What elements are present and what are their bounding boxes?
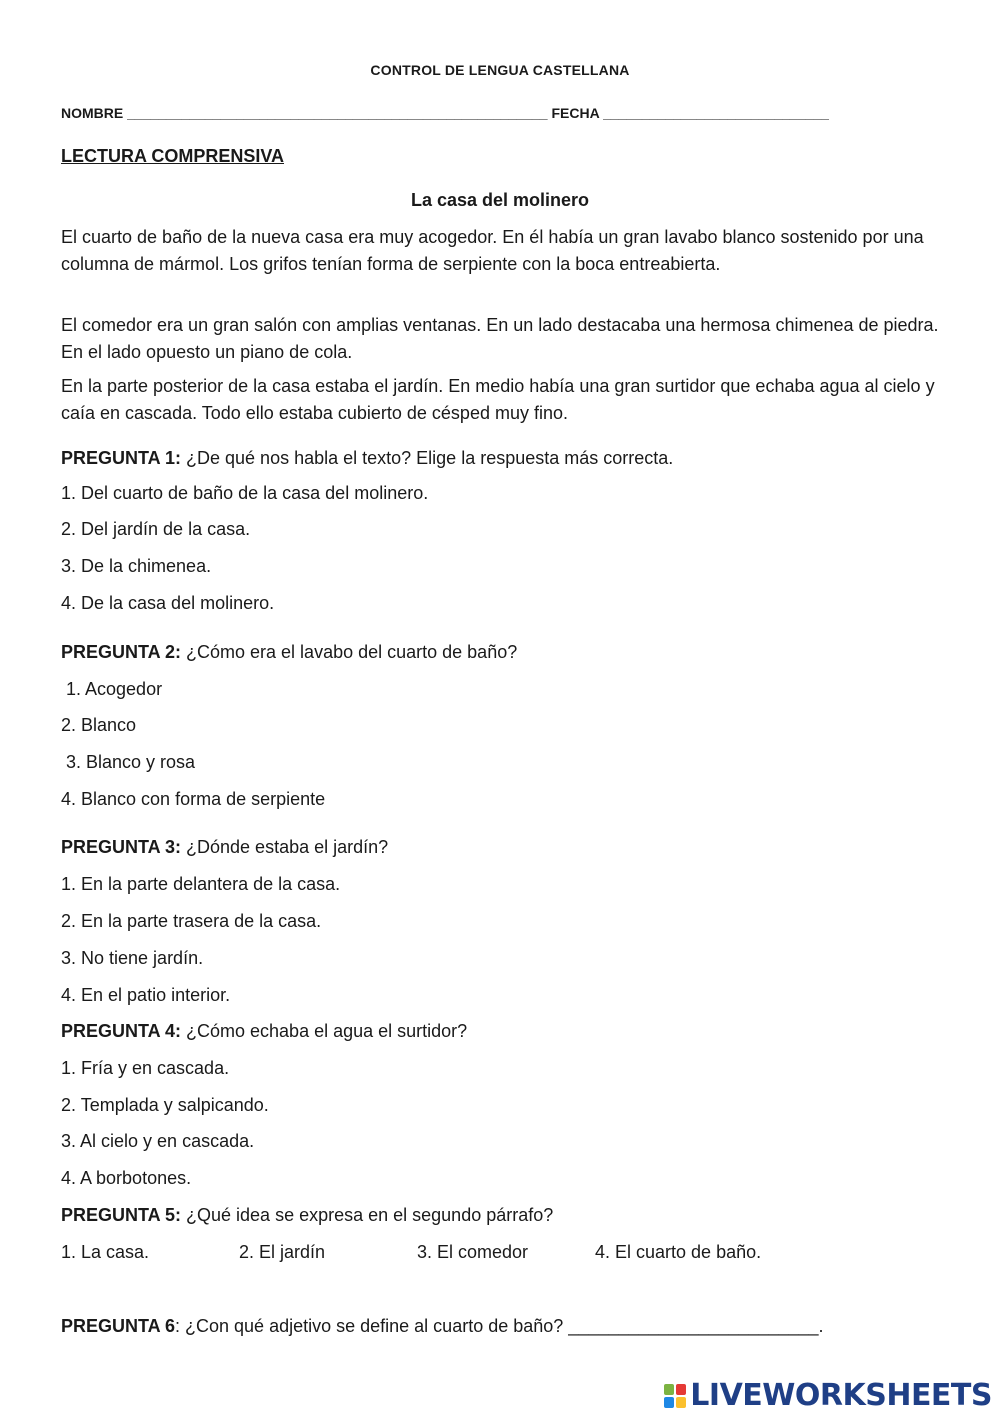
question-1	[61, 448, 673, 469]
q2-option-3[interactable]: 3. Blanco y rosa	[61, 752, 196, 772]
date-label: FECHA	[551, 105, 600, 121]
question-6-answer-field[interactable]: : ¿Con qué adjetivo se define al cuarto de baño? _________________________.	[175, 1316, 824, 1336]
q3-option-1[interactable]: 1. En la parte delantera de la casa.	[61, 874, 341, 894]
question-label: PREGUNTA 5:	[61, 1205, 182, 1225]
question-text: ¿Dónde estaba el jardín?	[181, 837, 389, 857]
q3-option-3[interactable]: 3. No tiene jardín.	[61, 948, 204, 968]
q2-option-4[interactable]: 4. Blanco con forma de serpiente	[61, 789, 326, 809]
question-5	[61, 1205, 553, 1226]
q2-option-1[interactable]: 1. Acogedor	[61, 679, 163, 699]
story-paragraph-3: En la parte posterior de la casa estaba el jardín. En medio había una gran surtidor que echaba agua al cielo y caía en cascada. Todo ello estaba cubierto de césped muy fino.	[61, 376, 935, 423]
q2-option-2[interactable]: 2. Blanco	[61, 715, 137, 735]
q3-option-4[interactable]: 4. En el patio interior.	[61, 985, 231, 1005]
question-label: PREGUNTA 3:	[61, 837, 182, 857]
question-label: PREGUNTA 4:	[61, 1021, 182, 1041]
q4-option-4[interactable]: 4. A borbotones.	[61, 1168, 192, 1188]
q3-option-2[interactable]: 2. En la parte trasera de la casa.	[61, 911, 322, 931]
q1-option-1[interactable]: 1. Del cuarto de baño de la casa del molinero.	[61, 483, 429, 503]
question-text: ¿Cómo echaba el agua el surtidor?	[181, 1021, 468, 1041]
q4-option-2[interactable]: 2. Templada y salpicando.	[61, 1095, 269, 1115]
q5-option-4[interactable]: 4. El cuarto de baño.	[595, 1242, 762, 1262]
question-2	[61, 642, 517, 663]
question-label: PREGUNTA 1:	[61, 448, 182, 468]
q1-option-2[interactable]: 2. Del jardín de la casa.	[61, 519, 251, 539]
question-label: PREGUNTA 6	[61, 1316, 176, 1336]
story-title: La casa del molinero	[410, 190, 590, 210]
q1-option-4[interactable]: 4. De la casa del molinero.	[61, 593, 275, 613]
q5-option-3[interactable]: 3. El comedor	[417, 1242, 529, 1262]
name-date-line	[61, 105, 829, 121]
question-4	[61, 1021, 467, 1042]
question-3	[61, 837, 388, 858]
story-paragraph-1: El cuarto de baño de la nueva casa era muy acogedor. En él había un gran lavabo blanco sostenido por una columna de mármol. Los grifos tenían forma de serpiente con la boca entreabierta.	[61, 227, 924, 274]
q4-option-1[interactable]: 1. Fría y en cascada.	[61, 1058, 230, 1078]
question-text: ¿Cómo era el lavabo del cuarto de baño?	[181, 642, 518, 662]
story-paragraph-2: El comedor era un gran salón con amplias ventanas. En un lado destacaba una hermosa chimenea de piedra. En el lado opuesto un piano de cola.	[61, 315, 939, 362]
exam-title: CONTROL DE LENGUA CASTELLANA	[370, 62, 630, 78]
q5-option-1[interactable]: 1. La casa.	[61, 1242, 150, 1262]
question-text: ¿De qué nos habla el texto? Elige la respuesta más correcta.	[181, 448, 674, 468]
date-field[interactable]: _____________________________	[603, 105, 829, 121]
question-6	[61, 1316, 824, 1337]
name-field[interactable]: ______________________________________________________	[127, 105, 548, 121]
q5-option-2[interactable]: 2. El jardín	[239, 1242, 326, 1262]
liveworksheets-logo[interactable]	[664, 1378, 992, 1413]
name-label: NOMBRE	[61, 105, 124, 121]
q1-option-3[interactable]: 3. De la chimenea.	[61, 556, 212, 576]
question-text: ¿Qué idea se expresa en el segundo párrafo?	[181, 1205, 554, 1225]
section-title: LECTURA COMPRENSIVA	[61, 146, 285, 166]
question-label: PREGUNTA 2:	[61, 642, 182, 662]
q4-option-3[interactable]: 3. Al cielo y en cascada.	[61, 1131, 255, 1151]
liveworksheets-logo-icon	[664, 1384, 686, 1408]
liveworksheets-brand-text: LIVEWORKSHEETS	[690, 1378, 992, 1413]
